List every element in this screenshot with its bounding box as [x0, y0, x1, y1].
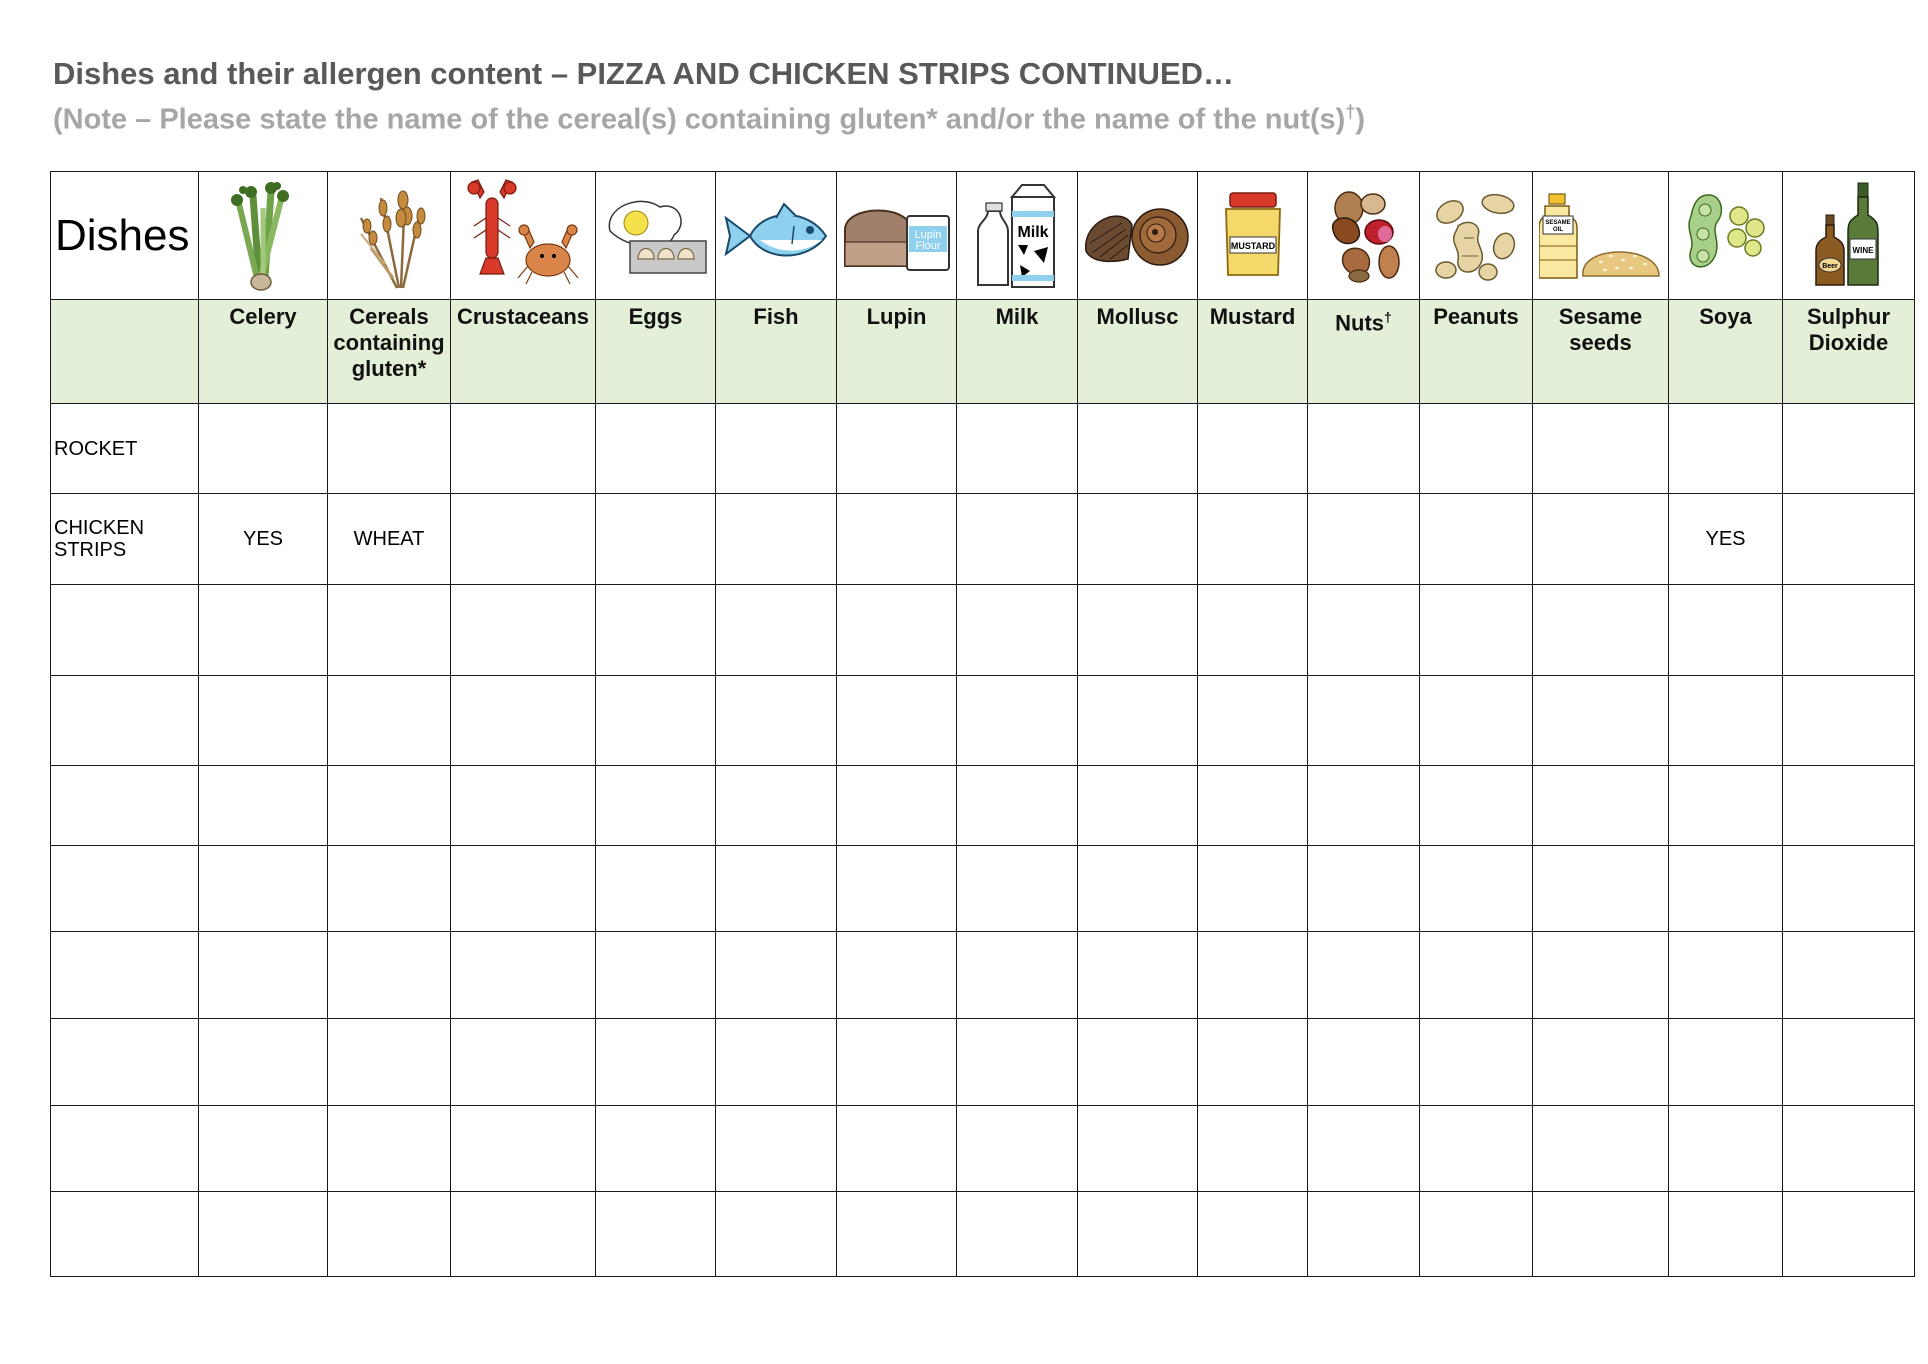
- allergen-cell[interactable]: [1783, 585, 1915, 676]
- allergen-cell[interactable]: [1669, 846, 1783, 932]
- allergen-label-line: gluten*: [351, 356, 427, 381]
- allergen-cell[interactable]: [1078, 1106, 1198, 1192]
- allergen-cell[interactable]: [596, 676, 716, 766]
- milk-icon-text: Milk: [1017, 223, 1049, 241]
- allergen-label: [451, 300, 596, 404]
- allergen-cell[interactable]: [1783, 404, 1915, 494]
- allergen-cell[interactable]: [328, 585, 451, 676]
- table-row: [51, 676, 1915, 766]
- allergen-cell[interactable]: [1420, 494, 1533, 585]
- allergen-cell[interactable]: [451, 494, 596, 585]
- table-row: [51, 846, 1915, 932]
- allergen-cell[interactable]: [837, 846, 957, 932]
- allergen-cell[interactable]: [1533, 1192, 1669, 1277]
- allergen-cell[interactable]: [957, 1106, 1078, 1192]
- allergen-cell[interactable]: [1420, 1192, 1533, 1277]
- mustard-icon: [1218, 191, 1288, 281]
- note-text: (Note – Please state the name of the cereal(s) containing gluten* and/or the name of the nut(s): [53, 103, 1346, 136]
- allergen-cell[interactable]: [716, 585, 837, 676]
- celery-icon-cell: [199, 172, 328, 300]
- allergen-cell[interactable]: [957, 766, 1078, 846]
- beer-icon-text: Beer: [1821, 262, 1838, 270]
- allergen-cell[interactable]: [1078, 932, 1198, 1019]
- allergen-label: [1420, 300, 1533, 404]
- sesame-icon-cell: [1533, 172, 1669, 300]
- allergen-cell[interactable]: [1533, 1106, 1669, 1192]
- allergen-label-line: Lupin: [866, 304, 927, 329]
- allergen-cell[interactable]: [1308, 676, 1420, 766]
- allergen-cell[interactable]: [1308, 846, 1420, 932]
- allergen-cell[interactable]: [1078, 404, 1198, 494]
- peanuts-icon: [1428, 186, 1524, 286]
- allergen-cell[interactable]: [1198, 585, 1308, 676]
- allergen-cell[interactable]: [1669, 585, 1783, 676]
- allergen-cell[interactable]: [1533, 846, 1669, 932]
- allergen-cell[interactable]: [199, 676, 328, 766]
- allergen-cell[interactable]: [1198, 846, 1308, 932]
- allergen-cell[interactable]: [716, 676, 837, 766]
- allergen-cell[interactable]: [596, 585, 716, 676]
- allergen-cell[interactable]: [199, 404, 328, 494]
- allergen-cell[interactable]: [1078, 676, 1198, 766]
- allergen-cell[interactable]: [1308, 766, 1420, 846]
- allergen-cell[interactable]: [1078, 1019, 1198, 1106]
- allergen-cell[interactable]: [328, 1192, 451, 1277]
- allergen-cell[interactable]: [1420, 932, 1533, 1019]
- allergen-cell[interactable]: [328, 676, 451, 766]
- allergen-cell[interactable]: [328, 404, 451, 494]
- icon-row: [51, 172, 1915, 300]
- dishes-header: Dishes: [51, 172, 199, 300]
- allergen-cell[interactable]: [596, 1192, 716, 1277]
- allergen-cell[interactable]: [837, 1019, 957, 1106]
- allergen-cell[interactable]: [837, 585, 957, 676]
- allergen-cell[interactable]: [1308, 1019, 1420, 1106]
- allergen-cell[interactable]: [837, 1192, 957, 1277]
- allergen-cell[interactable]: [1669, 1192, 1783, 1277]
- lupin-icon-cell: [837, 172, 957, 300]
- table-row: [51, 766, 1915, 846]
- allergen-label-line: Cereals: [349, 304, 429, 329]
- page-title: Dishes and their allergen content – PIZZA AND CHICKEN STRIPS CONTINUED…: [53, 56, 1235, 91]
- allergen-cell[interactable]: [1669, 404, 1783, 494]
- dish-rows: [51, 404, 1915, 1277]
- lupin-icon: [841, 196, 953, 276]
- allergen-cell[interactable]: [1669, 1106, 1783, 1192]
- allergen-cell[interactable]: [1308, 404, 1420, 494]
- allergen-cell[interactable]: [1420, 1106, 1533, 1192]
- allergen-cell[interactable]: [451, 676, 596, 766]
- allergen-cell[interactable]: [1078, 1192, 1198, 1277]
- sulphur-dioxide-icon-cell: [1783, 172, 1915, 300]
- allergen-cell[interactable]: [451, 1106, 596, 1192]
- dish-name-cell[interactable]: [51, 404, 199, 494]
- allergen-cell[interactable]: [1783, 676, 1915, 766]
- dish-name-cell[interactable]: [51, 494, 199, 585]
- allergen-cell[interactable]: [1198, 494, 1308, 585]
- lupin-icon-text1: Lupin: [914, 228, 941, 241]
- allergen-cell[interactable]: [199, 846, 328, 932]
- allergen-label: [1669, 300, 1783, 404]
- allergen-cell[interactable]: [1420, 1019, 1533, 1106]
- allergen-cell[interactable]: [1198, 766, 1308, 846]
- allergen-cell[interactable]: [199, 766, 328, 846]
- allergen-label-line: Celery: [229, 304, 297, 329]
- allergen-cell[interactable]: [957, 676, 1078, 766]
- mustard-icon-text: MUSTARD: [1230, 240, 1275, 251]
- allergen-cell[interactable]: [1308, 494, 1420, 585]
- allergen-label-line: Peanuts: [1433, 304, 1519, 329]
- table-row: [51, 585, 1915, 676]
- allergen-label: [957, 300, 1078, 404]
- allergen-label: [1783, 300, 1915, 404]
- allergen-cell[interactable]: [1198, 1106, 1308, 1192]
- allergen-cell[interactable]: [596, 846, 716, 932]
- allergen-label-line: Sulphur: [1806, 304, 1891, 329]
- dish-name-cell[interactable]: [51, 676, 199, 766]
- allergen-cell[interactable]: [328, 932, 451, 1019]
- sesame-icon-text1: SESAME: [1544, 219, 1571, 226]
- allergen-cell[interactable]: [957, 1019, 1078, 1106]
- allergen-label-line: containing: [333, 330, 445, 355]
- allergen-cell[interactable]: [1783, 766, 1915, 846]
- dish-name-cell[interactable]: [51, 1106, 199, 1192]
- allergen-cell[interactable]: [837, 676, 957, 766]
- table-row: [51, 932, 1915, 1019]
- dish-name-line: ROCKET: [54, 437, 138, 460]
- allergen-cell[interactable]: [1533, 494, 1669, 585]
- allergen-cell[interactable]: [716, 766, 837, 846]
- eggs-icon-cell: [596, 172, 716, 300]
- peanuts-icon-cell: [1420, 172, 1533, 300]
- allergen-cell[interactable]: [451, 585, 596, 676]
- allergen-cell[interactable]: [1420, 846, 1533, 932]
- allergen-cell[interactable]: [596, 1106, 716, 1192]
- allergen-cell[interactable]: [1198, 676, 1308, 766]
- milk-icon: [972, 181, 1062, 291]
- allergen-cell[interactable]: [328, 766, 451, 846]
- allergen-cell[interactable]: [1308, 585, 1420, 676]
- allergen-cell[interactable]: [1783, 1106, 1915, 1192]
- allergen-cell[interactable]: [1308, 1106, 1420, 1192]
- allergen-cell[interactable]: YES: [1669, 494, 1783, 585]
- allergen-cell[interactable]: [1420, 766, 1533, 846]
- fish-icon: [720, 196, 832, 276]
- allergen-cell[interactable]: [328, 846, 451, 932]
- allergen-label-line: Mollusc: [1096, 304, 1179, 329]
- allergen-label-line: Fish: [753, 304, 799, 329]
- allergen-cell[interactable]: [1078, 585, 1198, 676]
- allergen-cell[interactable]: [1669, 1019, 1783, 1106]
- allergen-cell[interactable]: [199, 1192, 328, 1277]
- wheat-icon: [341, 178, 437, 294]
- allergen-label: [1308, 300, 1420, 404]
- allergen-cell[interactable]: [957, 932, 1078, 1019]
- allergen-cell[interactable]: [1533, 404, 1669, 494]
- allergen-cell[interactable]: [1198, 1019, 1308, 1106]
- allergen-cell[interactable]: [957, 585, 1078, 676]
- lupin-icon-text2: Flour: [914, 239, 941, 252]
- allergen-table: [50, 171, 1915, 1277]
- allergen-label-line: [1308, 304, 1419, 336]
- allergen-cell[interactable]: [1198, 404, 1308, 494]
- allergen-cell[interactable]: [716, 932, 837, 1019]
- allergen-cell[interactable]: [1783, 932, 1915, 1019]
- allergen-label-line: Mustard: [1209, 304, 1296, 329]
- celery-icon: [213, 178, 313, 294]
- crustaceans-icon-cell: [451, 172, 596, 300]
- allergen-cell[interactable]: [199, 585, 328, 676]
- allergen-cell[interactable]: [716, 846, 837, 932]
- allergen-cell[interactable]: [1078, 494, 1198, 585]
- allergen-cell[interactable]: [1533, 676, 1669, 766]
- allergen-label-line: Sesame: [1558, 304, 1643, 329]
- mollusc-icon: [1082, 201, 1194, 271]
- page-note: [53, 102, 1365, 137]
- table-row: [51, 1019, 1915, 1106]
- nuts-dagger: †: [1384, 309, 1392, 325]
- allergen-label: [1533, 300, 1669, 404]
- allergen-cell[interactable]: [837, 494, 957, 585]
- nuts-icon-cell: [1308, 172, 1420, 300]
- dish-name-cell[interactable]: [51, 766, 199, 846]
- table-row: [51, 404, 1915, 494]
- allergen-cell[interactable]: [1533, 766, 1669, 846]
- allergen-cell[interactable]: [716, 404, 837, 494]
- allergen-label: [199, 300, 328, 404]
- crustaceans-icon: [458, 178, 588, 294]
- allergen-cell[interactable]: [328, 1106, 451, 1192]
- allergen-cell[interactable]: [451, 846, 596, 932]
- note-dagger: †: [1345, 102, 1356, 122]
- allergen-label: [837, 300, 957, 404]
- allergen-cell[interactable]: [1783, 846, 1915, 932]
- dish-name-cell[interactable]: [51, 846, 199, 932]
- allergen-label-line: Eggs: [628, 304, 683, 329]
- allergen-label-line: Crustaceans: [456, 304, 590, 329]
- mustard-icon-cell: [1198, 172, 1308, 300]
- mollusc-icon-cell: [1078, 172, 1198, 300]
- wheat-icon-cell: [328, 172, 451, 300]
- allergen-label-line: Soya: [1699, 304, 1752, 329]
- nuts-icon: [1319, 186, 1409, 286]
- allergen-cell[interactable]: [1420, 585, 1533, 676]
- note-close: ): [1355, 103, 1366, 136]
- allergen-cell[interactable]: [716, 1192, 837, 1277]
- dish-name-cell[interactable]: [51, 932, 199, 1019]
- allergen-cell[interactable]: YES: [199, 494, 328, 585]
- allergen-cell[interactable]: [199, 1106, 328, 1192]
- allergen-cell[interactable]: [1783, 1192, 1915, 1277]
- allergen-cell[interactable]: WHEAT: [328, 494, 451, 585]
- allergen-cell[interactable]: [716, 1019, 837, 1106]
- allergen-cell[interactable]: [837, 404, 957, 494]
- allergen-label: [1078, 300, 1198, 404]
- allergen-cell[interactable]: [957, 1192, 1078, 1277]
- table-row: [51, 1192, 1915, 1277]
- allergen-label-row: [51, 300, 1915, 404]
- dish-name-cell[interactable]: [51, 1192, 199, 1277]
- dish-name-cell[interactable]: [51, 585, 199, 676]
- allergen-cell[interactable]: [1669, 766, 1783, 846]
- allergen-cell[interactable]: [596, 1019, 716, 1106]
- allergen-label: [1198, 300, 1308, 404]
- allergen-cell[interactable]: [1533, 1019, 1669, 1106]
- soya-icon: [1681, 186, 1771, 286]
- label-row-blank: [51, 300, 199, 404]
- allergen-cell[interactable]: [1420, 676, 1533, 766]
- allergen-cell[interactable]: [957, 404, 1078, 494]
- allergen-cell[interactable]: [451, 932, 596, 1019]
- fish-icon-cell: [716, 172, 837, 300]
- allergen-cell[interactable]: [451, 404, 596, 494]
- allergen-cell[interactable]: [1783, 494, 1915, 585]
- sesame-icon: [1539, 186, 1663, 286]
- wine-icon-text: WINE: [1852, 245, 1873, 255]
- milk-icon-cell: [957, 172, 1078, 300]
- allergen-label-line: seeds: [1569, 330, 1632, 355]
- allergen-cell[interactable]: [1533, 585, 1669, 676]
- allergen-cell[interactable]: [1533, 932, 1669, 1019]
- allergen-cell[interactable]: [1669, 932, 1783, 1019]
- soya-icon-cell: [1669, 172, 1783, 300]
- nuts-label: Nuts: [1335, 310, 1385, 336]
- allergen-cell[interactable]: [328, 1019, 451, 1106]
- allergen-label-line: Milk: [995, 304, 1039, 329]
- allergen-cell[interactable]: [837, 1106, 957, 1192]
- allergen-cell[interactable]: [957, 846, 1078, 932]
- allergen-cell[interactable]: [451, 1192, 596, 1277]
- allergen-cell[interactable]: [596, 932, 716, 1019]
- allergen-cell[interactable]: [596, 766, 716, 846]
- allergen-cell[interactable]: [1420, 404, 1533, 494]
- allergen-cell[interactable]: [1669, 676, 1783, 766]
- allergen-cell[interactable]: [451, 766, 596, 846]
- allergen-cell[interactable]: [596, 494, 716, 585]
- allergen-label: [596, 300, 716, 404]
- dish-name-cell[interactable]: [51, 1019, 199, 1106]
- allergen-cell[interactable]: [199, 1019, 328, 1106]
- allergen-label: [328, 300, 451, 404]
- allergen-cell[interactable]: [716, 1106, 837, 1192]
- allergen-cell[interactable]: [837, 932, 957, 1019]
- allergen-cell[interactable]: [1783, 1019, 1915, 1106]
- sulphur-dioxide-icon: [1814, 181, 1884, 291]
- table-row: [51, 1106, 1915, 1192]
- allergen-cell[interactable]: [596, 404, 716, 494]
- allergen-label-line: Dioxide: [1808, 330, 1889, 355]
- allergen-cell[interactable]: [451, 1019, 596, 1106]
- dish-name-line: STRIPS: [54, 539, 127, 561]
- allergen-cell[interactable]: [1198, 932, 1308, 1019]
- allergen-cell[interactable]: [1198, 1192, 1308, 1277]
- allergen-cell[interactable]: [957, 494, 1078, 585]
- allergen-cell[interactable]: [1308, 932, 1420, 1019]
- allergen-label: [716, 300, 837, 404]
- allergen-cell[interactable]: [716, 494, 837, 585]
- dish-name-line: CHICKEN: [54, 517, 145, 539]
- allergen-cell[interactable]: [1078, 846, 1198, 932]
- allergen-cell[interactable]: [837, 766, 957, 846]
- allergen-cell[interactable]: [1308, 1192, 1420, 1277]
- sesame-icon-text2: OIL: [1552, 226, 1563, 233]
- allergen-cell[interactable]: [199, 932, 328, 1019]
- eggs-icon: [600, 191, 712, 281]
- table-row: [51, 494, 1915, 585]
- allergen-cell[interactable]: [1078, 766, 1198, 846]
